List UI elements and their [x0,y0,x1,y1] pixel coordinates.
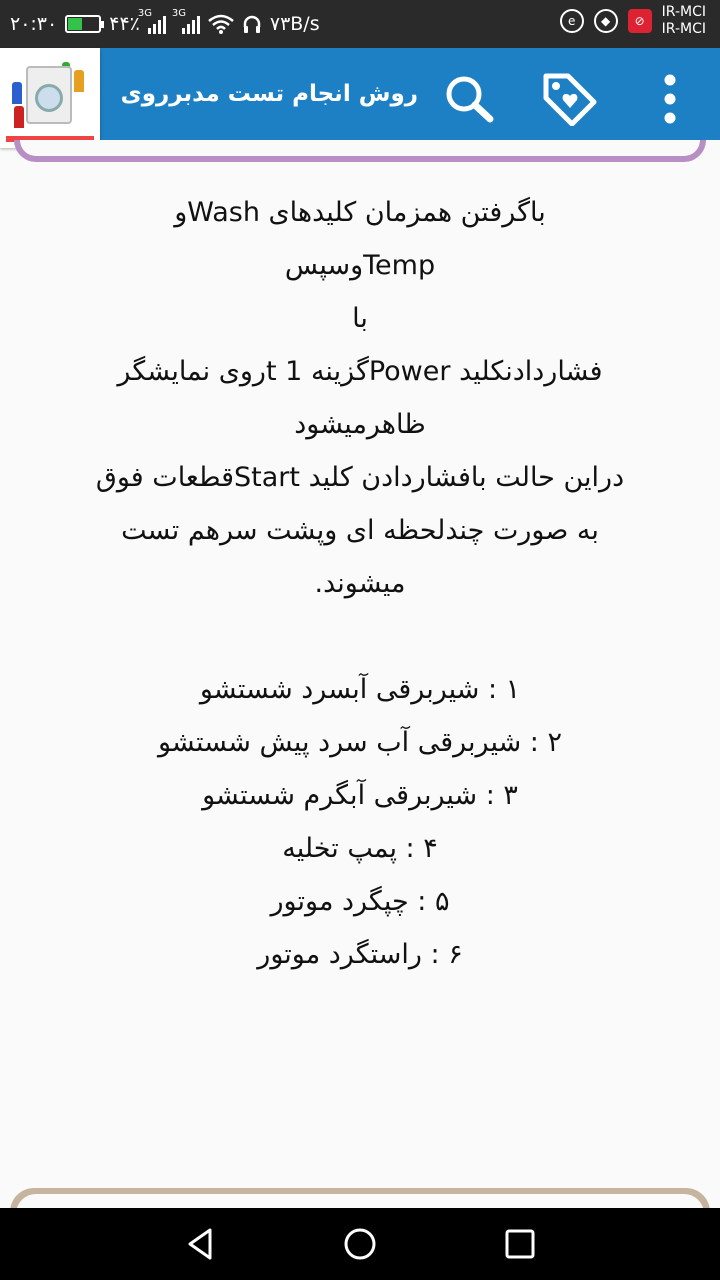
battery-fill [68,18,82,30]
list-item: ۱ : شیربرقی آبسرد شستشو [199,674,521,705]
tag-heart-icon[interactable] [540,70,598,126]
article-content [20,186,700,981]
page-title: روش انجام تست مدبرروی [120,81,418,107]
list-item: ۳ : شیربرقی آبگرم شستشو [202,780,518,811]
network-type-1: 3G [137,8,152,19]
washing-machine-logo-icon[interactable] [0,48,100,148]
status-left [10,0,320,48]
carrier-names [662,4,706,38]
signal-icon-1 [137,8,166,34]
status-right [560,4,706,38]
content-line: فشاردادنکلید Powerگزینه 1 tروی نمایشگر [117,356,603,387]
content-line: دراین حالت بافشاردادن کلید Startقطعات فوق [95,462,625,493]
signal-icon-2 [171,8,200,34]
navigation-bar [0,1208,720,1280]
shop-icon: ◆ [594,9,618,33]
carrier-1: IR-MCI [661,4,706,20]
content-line: به صورت چندلحظه ای وپشت سرهم تست [121,515,599,546]
network-speed: ۷۳B/s [269,13,320,35]
decorative-top-frame [14,140,706,162]
list-item: ۵ : چپگرد موتور [270,886,450,917]
battery-percent: ۴۴٪ [109,13,140,35]
overflow-menu-icon[interactable] [652,72,688,126]
recents-square-icon[interactable] [500,1224,540,1264]
carrier-2: IR-MCI [661,21,706,37]
content-line: باگرفتن همزمان کلیدهای Washو [174,197,546,228]
wifi-icon [208,14,234,34]
content-line: میشوند. [314,568,406,599]
app-notification-icon: ⊘ [628,9,652,33]
list-item: ۴ : پمپ تخلیه [282,833,438,864]
home-circle-icon[interactable] [340,1224,380,1264]
network-type-2: 3G [171,8,186,19]
browser-icon: e [560,9,584,33]
headphones-icon [242,14,262,34]
content-line: ظاهرمیشود [294,409,426,440]
content-line: Tempوسپس [284,250,436,281]
content-line: با [352,303,368,334]
list-item: ۶ : راستگرد موتور [257,939,463,970]
app-bar [0,48,720,140]
search-icon[interactable] [444,74,496,124]
clock: ۲۰:۳۰ [10,13,58,35]
status-bar [0,0,720,48]
back-triangle-icon[interactable] [180,1224,220,1264]
battery-icon [65,15,101,33]
list-item: ۲ : شیربرقی آب سرد پیش شستشو [157,727,563,758]
